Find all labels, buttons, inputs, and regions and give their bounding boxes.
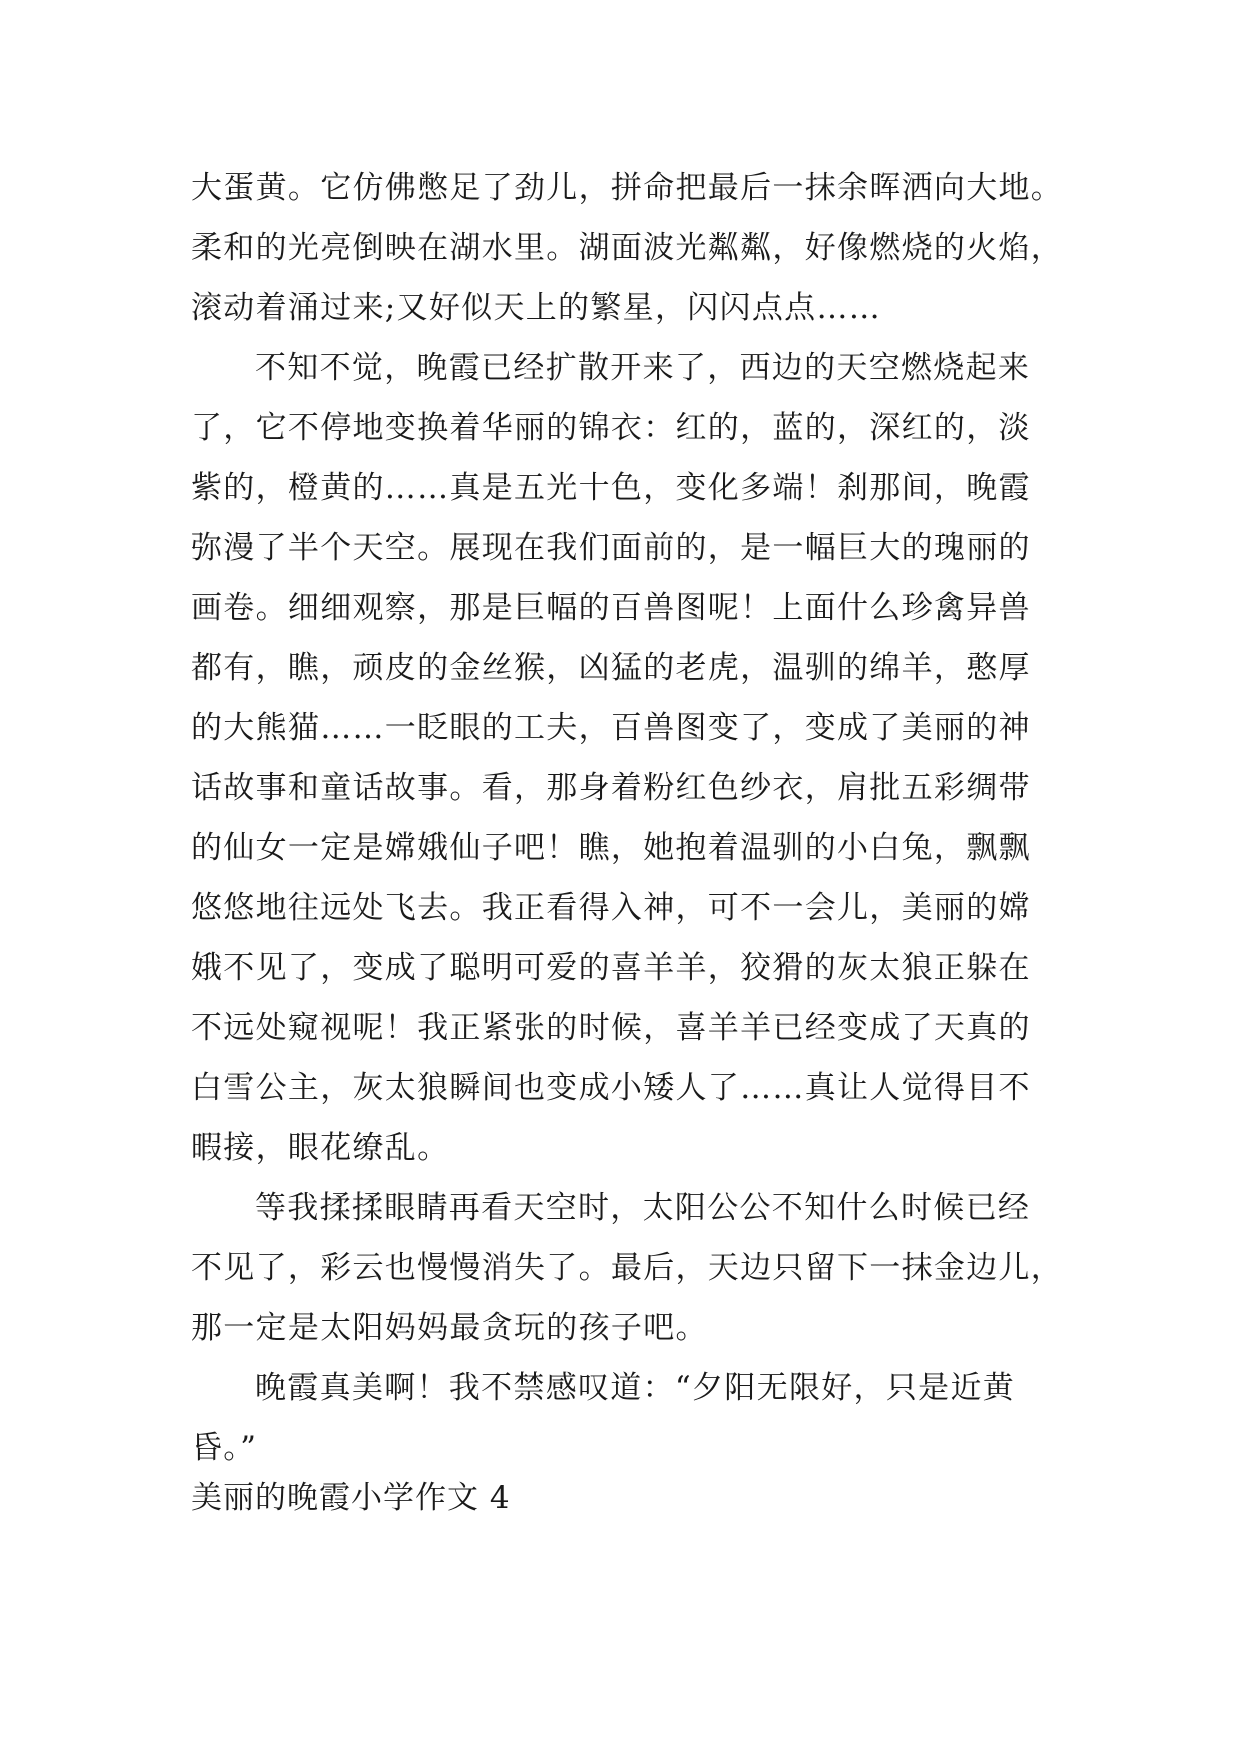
paragraph-start-line: 晚霞真美啊！我不禁感叹道：“夕阳无限好，只是近黄: [255, 1370, 1016, 1406]
text-line: 大蛋黄。它仿佛憋足了劲儿，拼命把最后一抹余晖洒向大地。: [191, 170, 1064, 206]
text-line: 了，它不停地变换着华丽的锦衣：红的，蓝的，深红的，淡: [191, 410, 1031, 446]
text-line: 暇接，眼花缭乱。: [191, 1130, 450, 1166]
paragraph-start-line: 不知不觉，晚霞已经扩散开来了，西边的天空燃烧起来: [255, 350, 1031, 386]
text-line: 的仙女一定是嫦娥仙子吧！瞧，她抱着温驯的小白兔，飘飘: [191, 830, 1031, 866]
section-heading: 美丽的晚霞小学作文 4: [191, 1480, 511, 1516]
text-line: 悠悠地往远处飞去。我正看得入神，可不一会儿，美丽的嫦: [191, 890, 1031, 926]
text-line: 那一定是太阳妈妈最贪玩的孩子吧。: [191, 1310, 708, 1346]
text-line: 昏。”: [191, 1430, 258, 1466]
text-line: 话故事和童话故事。看，那身着粉红色纱衣，肩批五彩绸带: [191, 770, 1031, 806]
text-line: 白雪公主，灰太狼瞬间也变成小矮人了……真让人觉得目不: [191, 1070, 1031, 1106]
text-line: 柔和的光亮倒映在湖水里。湖面波光粼粼，好像燃烧的火焰，: [191, 230, 1064, 266]
essay-body: [191, 163, 1064, 1483]
text-line: 不远处窥视呢！我正紧张的时候，喜羊羊已经变成了天真的: [191, 1010, 1031, 1046]
text-line: 紫的，橙黄的……真是五光十色，变化多端！刹那间，晚霞: [191, 470, 1031, 506]
paragraph-start-line: 等我揉揉眼睛再看天空时，太阳公公不知什么时候已经: [255, 1190, 1031, 1226]
text-line: 弥漫了半个天空。展现在我们面前的，是一幅巨大的瑰丽的: [191, 530, 1031, 566]
text-line: 娥不见了，变成了聪明可爱的喜羊羊，狡猾的灰太狼正躲在: [191, 950, 1031, 986]
text-line: 滚动着涌过来;又好似天上的繁星，闪闪点点……: [191, 290, 882, 326]
text-line: 都有，瞧，顽皮的金丝猴，凶猛的老虎，温驯的绵羊，憨厚: [191, 650, 1031, 686]
text-line: 画卷。细细观察，那是巨幅的百兽图呢！上面什么珍禽异兽: [191, 590, 1031, 626]
text-line: 不见了，彩云也慢慢消失了。最后，天边只留下一抹金边儿，: [191, 1250, 1064, 1286]
text-line: 的大熊猫……一眨眼的工夫，百兽图变了，变成了美丽的神: [191, 710, 1031, 746]
